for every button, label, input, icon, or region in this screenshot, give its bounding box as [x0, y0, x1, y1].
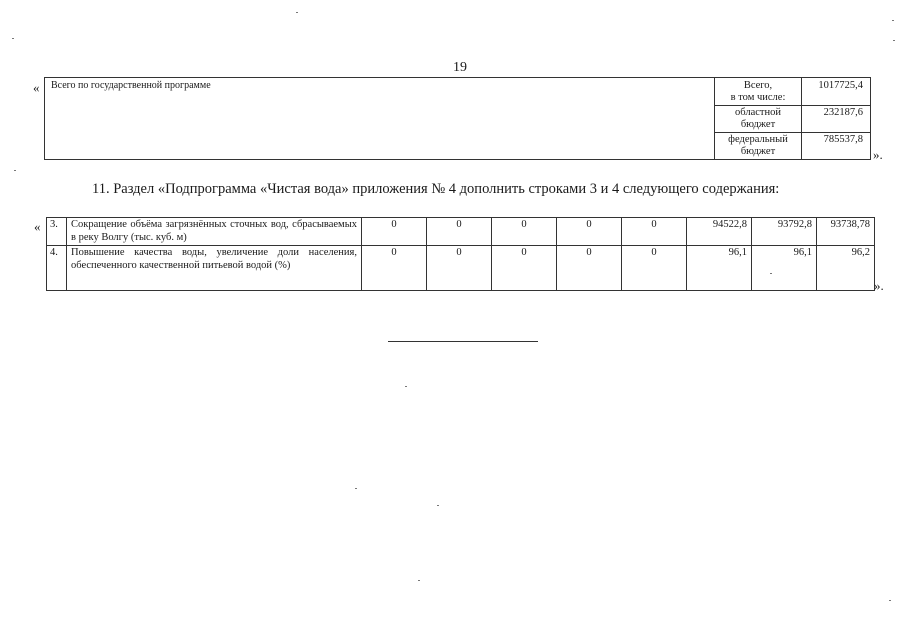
indicator-description: Сокращение объёма загрязнённых сточных вод, сбрасываемых в реку Волгу (тыс. куб. м) [67, 218, 362, 246]
table-cell: 0 [492, 218, 557, 246]
row-divider [714, 132, 870, 133]
close-quote-1: ». [873, 147, 883, 162]
scan-speck [437, 505, 439, 506]
federal-budget-label: федеральный бюджет [728, 134, 788, 157]
federal-budget-value: 785537,8 [823, 134, 863, 145]
table-cell: 0 [492, 246, 557, 291]
table-cell: 0 [557, 218, 622, 246]
regional-budget-label: областной бюджет [735, 107, 781, 130]
scan-speck [296, 12, 298, 13]
table-cell: 96,1 [752, 246, 817, 291]
table-cell: 0 [557, 246, 622, 291]
open-quote-2: « [34, 219, 41, 234]
scan-speck [14, 170, 16, 171]
indicator-description: Повышение качества воды, увеличение доли населения, обеспеченного качественной питьевой водой (%) [67, 246, 362, 291]
column-divider [801, 78, 802, 159]
table-cell: 96,2 [817, 246, 875, 291]
table-cell: 0 [622, 218, 687, 246]
table-row [47, 218, 875, 246]
clean-water-indicators-table [46, 217, 875, 291]
regional-budget-value: 232187,6 [823, 107, 863, 118]
table-cell: 93738,78 [817, 218, 875, 246]
table-cell: 0 [362, 218, 427, 246]
scan-speck [889, 600, 891, 601]
scan-speck [893, 40, 895, 41]
table-cell: 94522,8 [687, 218, 752, 246]
amendment-paragraph: 11. Раздел «Подпрограмма «Чистая вода» приложения № 4 дополнить строками 3 и 4 следующего содержания: [92, 181, 780, 197]
scan-speck [418, 580, 420, 581]
row-number: 3. [47, 218, 67, 246]
open-quote-1: « [33, 80, 40, 95]
scan-speck [355, 488, 357, 489]
table-cell: 0 [362, 246, 427, 291]
page-number: 19 [453, 60, 467, 75]
scan-speck [892, 20, 894, 21]
end-rule [388, 341, 538, 342]
row-number: 4. [47, 246, 67, 291]
total-label: Всего, в том числе: [730, 80, 786, 103]
total-value: 1017725,4 [818, 80, 863, 91]
table-cell: 93792,8 [752, 218, 817, 246]
table-cell: 96,1 [687, 246, 752, 291]
scan-speck [770, 273, 772, 274]
scan-speck [12, 38, 14, 39]
table-cell: 0 [427, 246, 492, 291]
row-divider [714, 105, 870, 106]
table-row [47, 246, 875, 291]
scan-speck [405, 386, 407, 387]
close-quote-2: ». [874, 278, 884, 293]
program-total-table [44, 77, 871, 160]
program-total-label: Всего по государственной программе [51, 80, 211, 91]
table-cell: 0 [622, 246, 687, 291]
table-cell: 0 [427, 218, 492, 246]
